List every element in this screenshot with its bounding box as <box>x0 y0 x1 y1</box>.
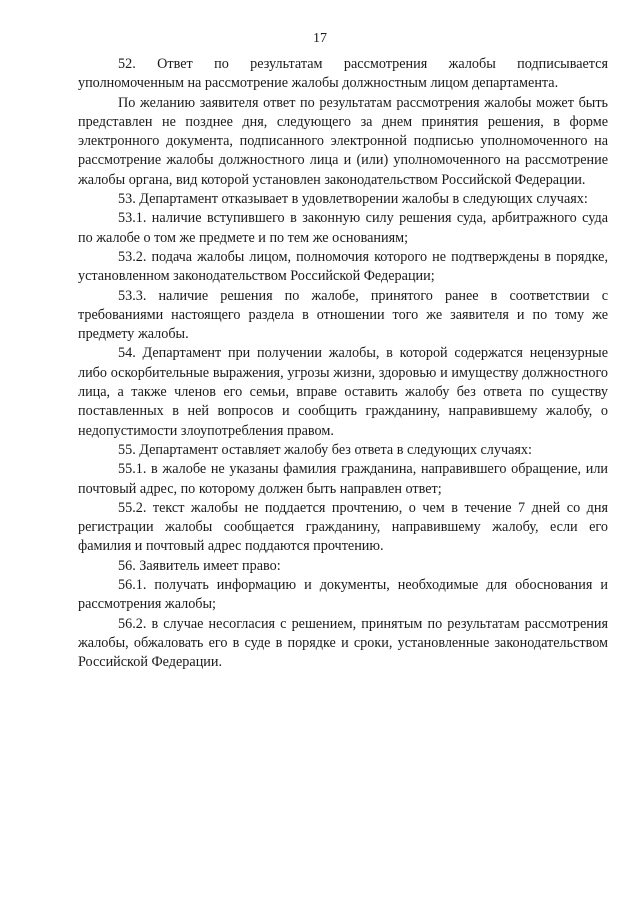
paragraph-56-1: 56.1. получать информацию и документы, необходимые для обоснования и рассмотрения жалобы; <box>78 577 608 613</box>
paragraph-55: 55. Департамент оставляет жалобу без ответа в следующих случаях: <box>118 441 532 458</box>
paragraph-56: 56. Заявитель имеет право: <box>118 557 281 574</box>
paragraph-55-1: 55.1. в жалобе не указаны фамилия гражданина, направившего обращение, или почтовый адрес, по которому должен быть направлен ответ; <box>78 461 608 497</box>
paragraph-53-3: 53.3. наличие решения по жалобе, принятого ранее в соответствии с требованиями настоящего раздела в отношении того же заявителя и по тому же предмету жалобы. <box>78 287 608 343</box>
document-body <box>78 55 608 673</box>
paragraph-53: 53. Департамент отказывает в удовлетворении жалобы в следующих случаях: <box>118 191 588 208</box>
paragraph-52-electronic-response: По желанию заявителя ответ по результатам рассмотрения жалобы может быть представлен не позднее дня, следующего за днем принятия решения, в форме электронного документа, подписанного электронной подписью уполномоченного на рассмотрение жалобы должностного лица и (или) уполномоченного на рассмотрение жалобы органа, вид которой установлен законодательством Российской Федерации. <box>78 94 608 188</box>
paragraph-56-2: 56.2. в случае несогласия с решением, принятым по результатам рассмотрения жалобы, обжаловать его в суде в порядке и сроки, установленные законодательством Российской Федерации. <box>78 615 608 671</box>
paragraph-54: 54. Департамент при получении жалобы, в которой содержатся нецензурные либо оскорбительные выражения, угрозы жизни, здоровью и имуществу должностного лица, а также членов его семьи, вправе оставить жалобу без ответа по существу поставленных в ней вопросов и сообщить гражданину, направившему жалобу, о недопустимости злоупотребления правом. <box>78 345 608 439</box>
paragraph-53-2: 53.2. подача жалобы лицом, полномочия которого не подтверждены в порядке, установленном законодательством Российской Федерации; <box>78 248 608 285</box>
paragraph-52: 52. Ответ по результатам рассмотрения жалобы подписывается уполномоченным на рассмотрение жалобы должностным лицом департамента. <box>78 56 608 92</box>
paragraph-53-1: 53.1. наличие вступившего в законную силу решения суда, арбитражного суда по жалобе о том же предмете и по тем же основаниям; <box>78 210 608 246</box>
paragraph-55-2: 55.2. текст жалобы не поддается прочтению, о чем в течение 7 дней со дня регистрации жалобы сообщается гражданину, направившему жалобу, если его фамилия и почтовый адрес поддаются прочтению. <box>78 499 608 555</box>
page-number: 17 <box>313 31 327 46</box>
